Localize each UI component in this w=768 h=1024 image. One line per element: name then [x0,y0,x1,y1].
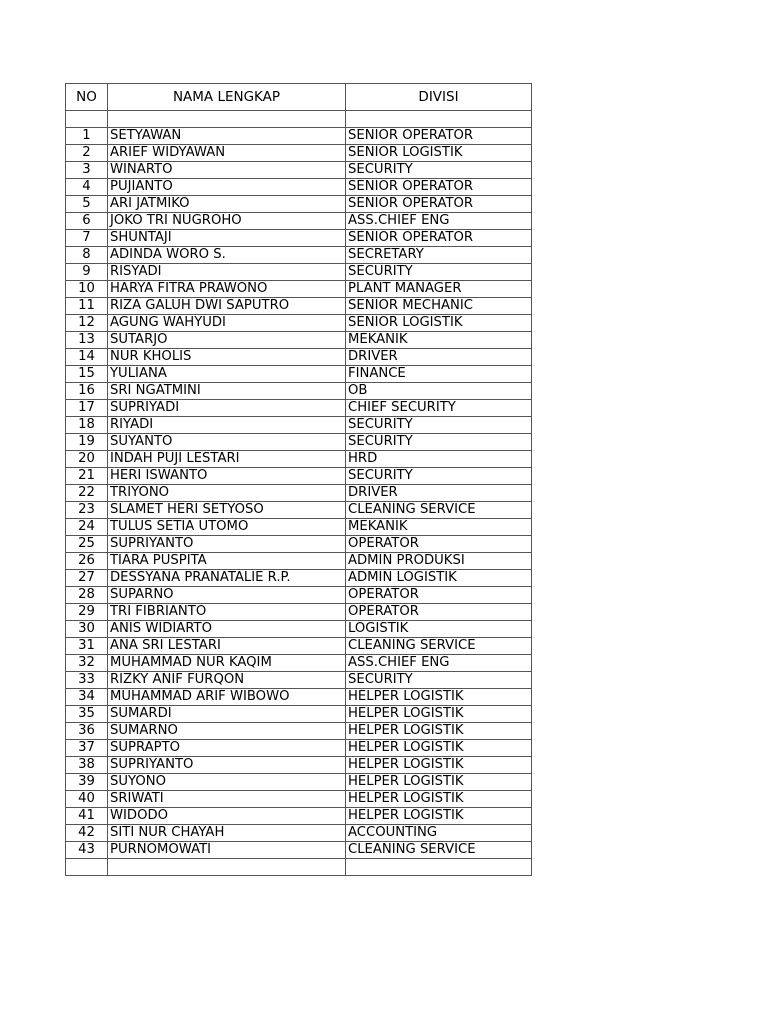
cell-name: ANIS WIDIARTO [108,621,346,638]
blank-cell [66,111,108,128]
cell-division: SENIOR MECHANIC [346,298,532,315]
header-division: DIVISI [346,84,532,111]
table-row [66,196,532,213]
cell-division: SECURITY [346,264,532,281]
cell-no: 21 [66,468,108,485]
table-row [66,400,532,417]
cell-no: 9 [66,264,108,281]
cell-name: YULIANA [108,366,346,383]
cell-name: SUPRIYANTO [108,757,346,774]
cell-division: OPERATOR [346,587,532,604]
cell-name: SRI NGATMINI [108,383,346,400]
header-row [66,84,532,111]
cell-no: 3 [66,162,108,179]
table-row [66,281,532,298]
cell-name: SUPARNO [108,587,346,604]
cell-name: TULUS SETIA UTOMO [108,519,346,536]
table-row [66,689,532,706]
table-row [66,672,532,689]
table-row [66,638,532,655]
cell-no: 15 [66,366,108,383]
cell-no: 33 [66,672,108,689]
table-body [66,111,532,876]
cell-name: ANA SRI LESTARI [108,638,346,655]
cell-no: 14 [66,349,108,366]
cell-name: JOKO TRI NUGROHO [108,213,346,230]
table-row [66,383,532,400]
cell-name: HARYA FITRA PRAWONO [108,281,346,298]
table-row [66,485,532,502]
cell-no: 40 [66,791,108,808]
cell-name: SUPRAPTO [108,740,346,757]
cell-no: 1 [66,128,108,145]
cell-division: DRIVER [346,485,532,502]
cell-name: SETYAWAN [108,128,346,145]
cell-division: OPERATOR [346,536,532,553]
cell-name: SITI NUR CHAYAH [108,825,346,842]
cell-division: SECURITY [346,417,532,434]
cell-no: 23 [66,502,108,519]
table-row [66,128,532,145]
cell-name: SUMARDI [108,706,346,723]
cell-division: ASS.CHIEF ENG [346,655,532,672]
cell-division: SECURITY [346,162,532,179]
table-row [66,366,532,383]
cell-division: ACCOUNTING [346,825,532,842]
cell-division: ADMIN LOGISTIK [346,570,532,587]
table-row [66,842,532,859]
cell-division: HRD [346,451,532,468]
table-row [66,451,532,468]
cell-name: SHUNTAJI [108,230,346,247]
cell-no: 8 [66,247,108,264]
table-row [66,417,532,434]
cell-division: CHIEF SECURITY [346,400,532,417]
cell-name: PUJIANTO [108,179,346,196]
table-row [66,553,532,570]
cell-no: 2 [66,145,108,162]
table-row [66,570,532,587]
cell-division: SENIOR OPERATOR [346,196,532,213]
cell-name: NUR KHOLIS [108,349,346,366]
table-row [66,655,532,672]
cell-no: 27 [66,570,108,587]
blank-cell [346,111,532,128]
blank-row-bottom [66,859,532,876]
cell-no: 36 [66,723,108,740]
table-row [66,706,532,723]
cell-name: ARI JATMIKO [108,196,346,213]
table-row [66,247,532,264]
cell-name: SUTARJO [108,332,346,349]
header-name: NAMA LENGKAP [108,84,346,111]
table-row [66,723,532,740]
cell-name: TRIYONO [108,485,346,502]
cell-name: MUHAMMAD NUR KAQIM [108,655,346,672]
cell-division: HELPER LOGISTIK [346,791,532,808]
blank-cell [108,111,346,128]
cell-division: LOGISTIK [346,621,532,638]
cell-name: ADINDA WORO S. [108,247,346,264]
cell-division: MEKANIK [346,519,532,536]
employee-table [65,83,532,876]
cell-division: FINANCE [346,366,532,383]
cell-no: 41 [66,808,108,825]
cell-no: 35 [66,706,108,723]
cell-division: SENIOR LOGISTIK [346,145,532,162]
table-row [66,791,532,808]
cell-name: SUYONO [108,774,346,791]
cell-division: SECURITY [346,468,532,485]
cell-no: 39 [66,774,108,791]
cell-no: 6 [66,213,108,230]
table-row [66,298,532,315]
cell-no: 22 [66,485,108,502]
table-row [66,808,532,825]
cell-no: 18 [66,417,108,434]
cell-no: 34 [66,689,108,706]
cell-division: OB [346,383,532,400]
cell-name: WIDODO [108,808,346,825]
cell-no: 11 [66,298,108,315]
blank-cell [108,859,346,876]
table-row [66,315,532,332]
cell-division: HELPER LOGISTIK [346,757,532,774]
cell-division: CLEANING SERVICE [346,842,532,859]
cell-division: OPERATOR [346,604,532,621]
cell-name: WINARTO [108,162,346,179]
cell-name: RISYADI [108,264,346,281]
table-row [66,604,532,621]
header-no: NO [66,84,108,111]
table-row [66,434,532,451]
cell-name: ARIEF WIDYAWAN [108,145,346,162]
table-row [66,825,532,842]
cell-division: SECURITY [346,672,532,689]
cell-name: HERI ISWANTO [108,468,346,485]
blank-cell [66,859,108,876]
cell-no: 7 [66,230,108,247]
cell-division: SECURITY [346,434,532,451]
table-row [66,145,532,162]
cell-name: TRI FIBRIANTO [108,604,346,621]
cell-name: SLAMET HERI SETYOSO [108,502,346,519]
employee-sheet [65,83,532,876]
cell-no: 24 [66,519,108,536]
cell-division: ADMIN PRODUKSI [346,553,532,570]
cell-no: 5 [66,196,108,213]
table-row [66,349,532,366]
cell-division: SECRETARY [346,247,532,264]
table-row [66,519,532,536]
cell-division: CLEANING SERVICE [346,502,532,519]
cell-name: SUYANTO [108,434,346,451]
cell-division: HELPER LOGISTIK [346,706,532,723]
cell-no: 30 [66,621,108,638]
cell-name: SRIWATI [108,791,346,808]
cell-no: 12 [66,315,108,332]
cell-no: 38 [66,757,108,774]
cell-division: ASS.CHIEF ENG [346,213,532,230]
table-row [66,332,532,349]
cell-no: 20 [66,451,108,468]
cell-name: SUPRIYADI [108,400,346,417]
cell-no: 29 [66,604,108,621]
cell-name: DESSYANA PRANATALIE R.P. [108,570,346,587]
table-row [66,621,532,638]
cell-division: HELPER LOGISTIK [346,689,532,706]
cell-name: PURNOMOWATI [108,842,346,859]
cell-division: DRIVER [346,349,532,366]
cell-name: SUMARNO [108,723,346,740]
cell-no: 10 [66,281,108,298]
table-row [66,162,532,179]
blank-row-top [66,111,532,128]
cell-division: HELPER LOGISTIK [346,740,532,757]
cell-division: SENIOR OPERATOR [346,179,532,196]
cell-no: 32 [66,655,108,672]
cell-division: MEKANIK [346,332,532,349]
cell-no: 25 [66,536,108,553]
cell-no: 19 [66,434,108,451]
cell-no: 17 [66,400,108,417]
cell-no: 26 [66,553,108,570]
table-row [66,502,532,519]
cell-no: 37 [66,740,108,757]
cell-no: 28 [66,587,108,604]
table-row [66,757,532,774]
cell-name: RIZA GALUH DWI SAPUTRO [108,298,346,315]
table-row [66,774,532,791]
cell-no: 42 [66,825,108,842]
cell-division: SENIOR LOGISTIK [346,315,532,332]
cell-division: HELPER LOGISTIK [346,723,532,740]
cell-name: MUHAMMAD ARIF WIBOWO [108,689,346,706]
table-row [66,740,532,757]
table-row [66,179,532,196]
cell-name: SUPRIYANTO [108,536,346,553]
table-row [66,468,532,485]
cell-division: PLANT MANAGER [346,281,532,298]
cell-division: CLEANING SERVICE [346,638,532,655]
cell-name: RIYADI [108,417,346,434]
cell-division: HELPER LOGISTIK [346,774,532,791]
cell-name: AGUNG WAHYUDI [108,315,346,332]
cell-no: 43 [66,842,108,859]
cell-name: INDAH PUJI LESTARI [108,451,346,468]
cell-no: 13 [66,332,108,349]
table-row [66,536,532,553]
table-row [66,587,532,604]
cell-no: 16 [66,383,108,400]
cell-no: 31 [66,638,108,655]
table-row [66,264,532,281]
cell-division: SENIOR OPERATOR [346,230,532,247]
cell-no: 4 [66,179,108,196]
cell-division: HELPER LOGISTIK [346,808,532,825]
table-row [66,230,532,247]
cell-name: TIARA PUSPITA [108,553,346,570]
cell-name: RIZKY ANIF FURQON [108,672,346,689]
blank-cell [346,859,532,876]
cell-division: SENIOR OPERATOR [346,128,532,145]
table-row [66,213,532,230]
